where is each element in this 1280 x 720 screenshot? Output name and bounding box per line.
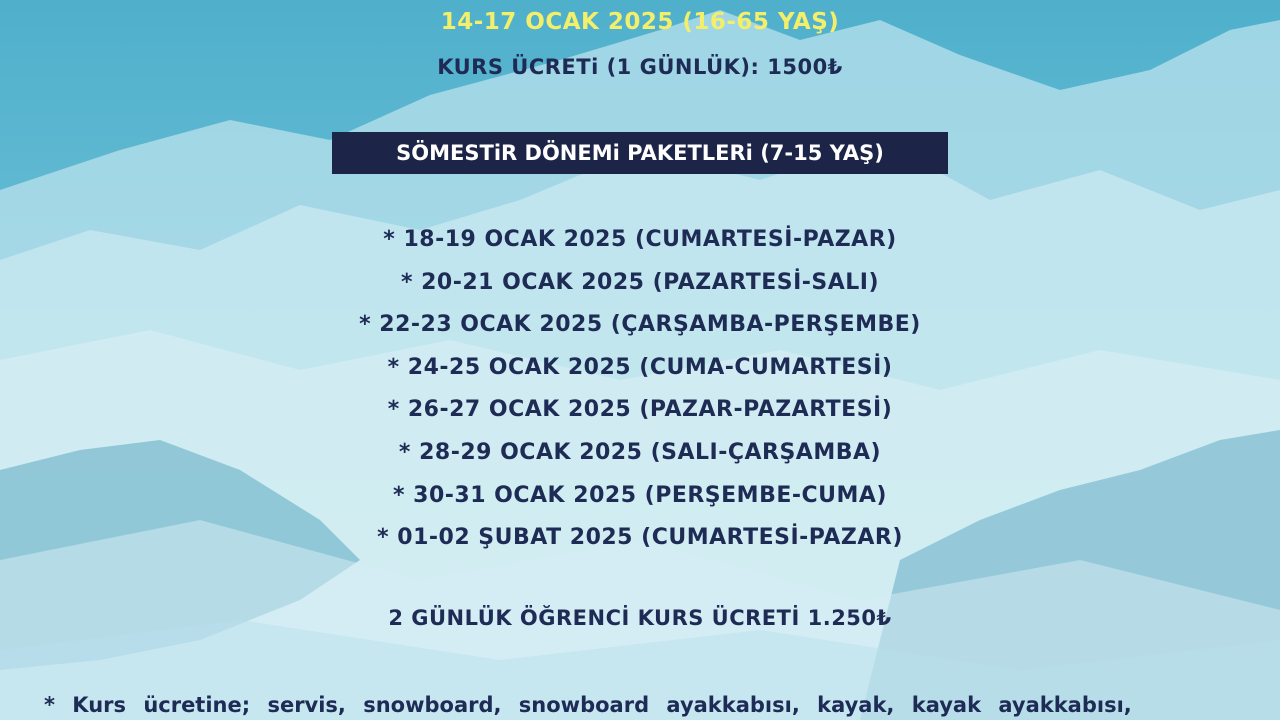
packages-title-badge: SÖMESTiR DÖNEMi PAKETLERi (7-15 YAŞ) — [332, 132, 948, 174]
list-item: * 24-25 OCAK 2025 (CUMA-CUMARTESİ) — [387, 354, 893, 380]
package-date-list — [0, 222, 1280, 563]
student-fee: 2 GÜNLÜK ÖĞRENCİ KURS ÜCRETİ 1.250₺ — [388, 606, 892, 630]
fee-note: * Kurs ücretine; servis, snowboard, snowboard ayakkabısı, kayak, kayak ayakkabısı, — [44, 693, 1132, 717]
list-item: * 01-02 ŞUBAT 2025 (CUMARTESİ-PAZAR) — [377, 525, 903, 551]
list-item: * 20-21 OCAK 2025 (PAZARTESİ-SALI) — [400, 269, 880, 295]
course-fee: KURS ÜCRETi (1 GÜNLÜK): 1500₺ — [437, 55, 843, 79]
list-item: * 28-29 OCAK 2025 (SALI-ÇARŞAMBA) — [398, 439, 882, 465]
event-dates: 14-17 OCAK 2025 (16-65 YAŞ) — [440, 9, 840, 35]
list-item: * 30-31 OCAK 2025 (PERŞEMBE-CUMA) — [393, 482, 887, 508]
list-item: * 18-19 OCAK 2025 (CUMARTESİ-PAZAR) — [383, 227, 897, 252]
list-item: * 26-27 OCAK 2025 (PAZAR-PAZARTESİ) — [387, 397, 893, 423]
list-item: * 22-23 OCAK 2025 (ÇARŞAMBA-PERŞEMBE) — [359, 312, 921, 338]
